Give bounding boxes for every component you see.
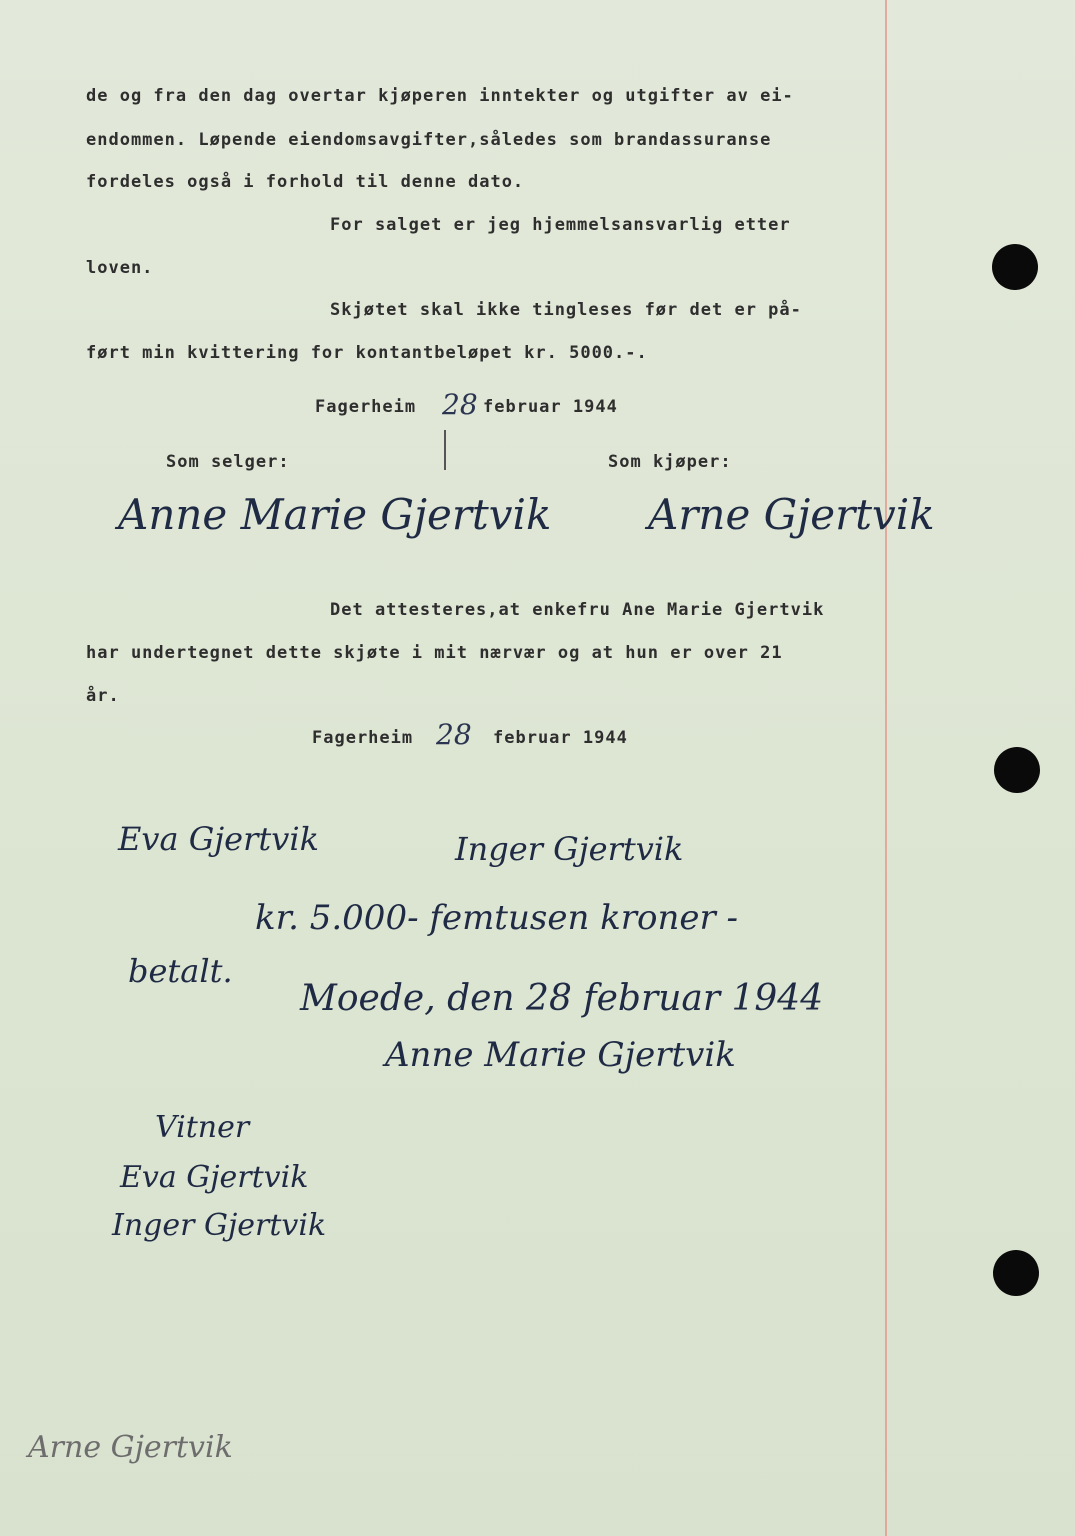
witness-signature: Eva Gjertvik	[118, 820, 319, 858]
attestation-line: har undertegnet dette skjøte i mit nærvær og at hun er over 21	[86, 643, 783, 663]
margin-pencil-note: Arne Gjertvik	[28, 1430, 233, 1465]
witness-signature: Eva Gjertvik	[120, 1160, 309, 1195]
binder-hole	[994, 747, 1040, 793]
typed-line: Skjøtet skal ikke tingleses før det er på-	[330, 300, 802, 320]
typed-line: loven.	[86, 258, 154, 278]
receipt-amount: kr. 5.000- femtusen kroner -	[255, 898, 739, 938]
place-name: Fagerheim	[315, 397, 417, 417]
attestation-line: år.	[86, 686, 120, 706]
witness-signature: Inger Gjertvik	[455, 830, 684, 868]
attestation-line: Det attesteres,at enkefru Ane Marie Gjertvik	[330, 600, 825, 620]
buyer-signature: Arne Gjertvik	[648, 490, 935, 539]
seller-label: Som selger:	[166, 452, 290, 472]
seller-signature: Anne Marie Gjertvik	[118, 490, 552, 539]
red-margin-line	[885, 0, 887, 1536]
witness-signature: Inger Gjertvik	[112, 1208, 327, 1243]
pencil-mark	[444, 430, 446, 470]
witness-heading: Vitner	[155, 1110, 250, 1145]
place-name: Fagerheim	[312, 728, 414, 748]
receipt-place-date: Moede, den 28 februar 1944	[300, 978, 824, 1019]
typed-line: de og fra den dag overtar kjøperen inntekter og utgifter av ei-	[86, 86, 794, 106]
typed-line: endommen. Løpende eiendomsavgifter,således som brandassuranse	[86, 130, 772, 150]
receipt-paid: betalt.	[128, 952, 233, 990]
month-year: februar 1944	[493, 728, 628, 748]
binder-hole	[992, 244, 1038, 290]
typed-line: ført min kvittering for kontantbeløpet kr. 5000.-.	[86, 343, 648, 363]
binder-hole	[993, 1250, 1039, 1296]
handwritten-day: 28	[436, 718, 472, 751]
month-year: februar 1944	[483, 397, 618, 417]
handwritten-day: 28	[442, 388, 478, 421]
buyer-label: Som kjøper:	[608, 452, 732, 472]
typed-line: fordeles også i forhold til denne dato.	[86, 172, 525, 192]
typed-line: For salget er jeg hjemmelsansvarlig etter	[330, 215, 791, 235]
receipt-signature: Anne Marie Gjertvik	[385, 1035, 736, 1075]
